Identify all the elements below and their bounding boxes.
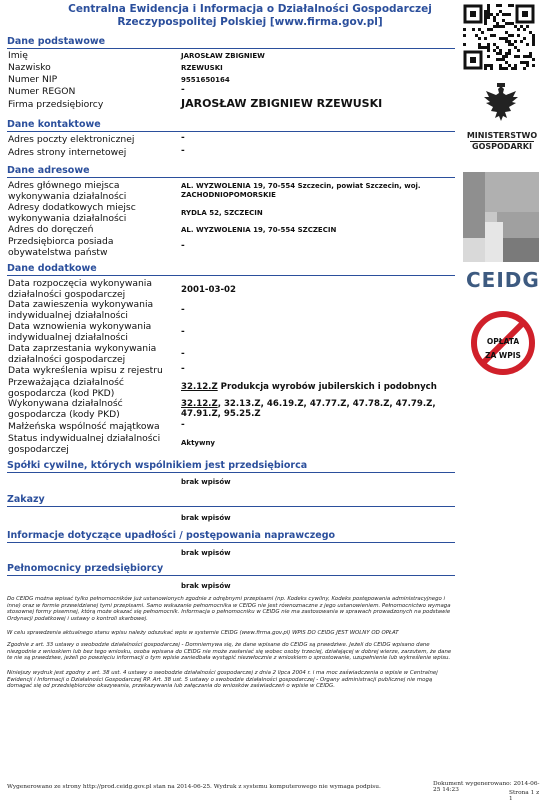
label-data-zaprzestania: Data zaprzestania wykonywania działalności gospodarczej: [8, 343, 157, 365]
value-nazwisko: RZEWUSKI: [181, 64, 223, 72]
label-www: Adres strony internetowej: [8, 147, 127, 158]
pkd-description: Produkcja wyrobów jubilerskich i podobnych: [217, 382, 437, 392]
stamp-line-1: OPŁATA: [486, 337, 520, 346]
value-www: -: [181, 146, 185, 156]
section-zakazy: Zakazy: [7, 494, 455, 507]
ministry-logo: [466, 131, 538, 151]
no-entries-pelnomocnicy: brak wpisów: [181, 582, 231, 590]
stamp-text: [470, 335, 536, 363]
pkd-codes-rest: , 32.13.Z, 46.19.Z, 47.77.Z, 47.78.Z, 47.79.Z, 47.91.Z, 95.25.Z: [181, 399, 436, 419]
section-dane-adresowe: Dane adresowe: [7, 165, 455, 178]
value-firma: JAROSŁAW ZBIGNIEW RZEWUSKI: [181, 97, 383, 110]
section-spolki-cywilne: Spółki cywilne, których wspólnikiem jest przedsiębiorca: [7, 460, 455, 473]
ceidg-logo-text: CEIDG: [466, 268, 540, 292]
value-obywatelstwo: -: [181, 241, 185, 251]
label-adres-glowny: Adres głównego miejsca wykonywania działalności: [8, 180, 127, 202]
value-data-rozpoczecia: 2001-03-02: [181, 285, 236, 295]
polish-eagle-emblem-icon: [478, 82, 524, 128]
section-dane-kontaktowe: Dane kontaktowe: [7, 119, 455, 132]
no-entries-zakazy: brak wpisów: [181, 514, 231, 522]
label-obywatelstwo: Przedsiębiorca posiada obywatelstwa państw: [8, 236, 114, 258]
section-upadlosc: Informacje dotyczące upadłości / postępowania naprawczego: [7, 530, 455, 543]
document-header: [40, 3, 460, 29]
label-nip: Numer NIP: [8, 74, 58, 85]
section-dane-dodatkowe: Dane dodatkowe: [7, 263, 455, 276]
value-regon: -: [181, 85, 185, 95]
value-wykonywana-pkd: [181, 399, 451, 419]
section-dane-podstawowe: Dane podstawowe: [7, 36, 455, 49]
section-pelnomocnicy: Pełnomocnicy przedsiębiorcy: [7, 563, 455, 576]
footer-page-number: Strona 1 z 1: [509, 790, 540, 802]
note-pelnomocnicy: Do CEIDG można wpisać tylko pełnomocników już ustanowionych zgodnie z odrębnymi przepisami (np. Kodeks cywilny, Kodeks postępowania administracyjnego i inne) oraz w formie przewidzianej tymi przepisami. Samo wskazanie pełnomocnika w CEIDG nie jest równoznaczne z jego ustanowieniem. Pełnomocnictwo wymaga stosownej formy pisemnej, którą może okazać się pełnomocnik. Informacja o pełnomocniku w CEIDG nie ma zastosowania w sprawach prowadzonych na podstawie Ordynacji podatkowej i ustawy o kontroli skarbowej.: [7, 596, 451, 622]
note-art-33: Zgodnie z art. 33 ustawy o swobodzie działalności gospodarczej - Domniemywa się, że dane wpisane do CEIDG są prawdziwe. Jeżeli do CEIDG wpisano dane niezgodnie z wnioskiem lub bez tego wniosku, osoba wpisana do CEIDG nie może zasłaniać się wobec osoby trzeciej, działającej w dobrej wierze, zarzutem, że dane te nie są prawdziwe, jeżeli po powzięciu informacji o tym wpisie zaniedbała wystąpić niezwłocznie z wnioskiem o sprostowanie, uzupełnienie lub wykreślenie wpisu.: [7, 642, 452, 662]
value-data-zawieszenia: -: [181, 305, 185, 315]
header-line-2: Rzeczypospolitej Polskiej [www.firma.gov.pl]: [117, 16, 383, 28]
label-wykonywana-pkd: Wykonywana działalność gospodarcza (kody PKD): [8, 398, 123, 420]
value-przewazajaca-pkd: [181, 382, 451, 392]
value-data-zaprzestania: -: [181, 349, 185, 359]
label-status: Status indywidualnej działalności gospodarczej: [8, 433, 161, 455]
pkd-code-link[interactable]: 32.12.Z: [181, 399, 218, 409]
value-adres-doreczen: AL. WYZWOLENIA 19, 70-554 SZCZECIN: [181, 226, 337, 234]
value-data-wznowienia: -: [181, 327, 185, 337]
header-line-1: Centralna Ewidencja i Informacja o Działalności Gospodarczej: [68, 3, 432, 15]
value-adres-glowny: AL. WYZWOLENIA 19, 70-554 Szczecin, powiat Szczecin, woj. ZACHODNIOPOMORSKIE: [181, 182, 421, 199]
pkd-code-link[interactable]: 32.12.Z: [181, 382, 218, 392]
note-sprawdzenie: W celu sprawdzenia aktualnego stanu wpisu należy odszukać wpis w systemie CEIDG (www.firma.gov.pl) WPIS DO CEIDG JEST WOLNY OD OPŁAT: [7, 630, 399, 636]
label-imie: Imię: [8, 50, 28, 61]
value-adresy-dodatkowe: RYDLA 52, SZCZECIN: [181, 209, 263, 217]
label-regon: Numer REGON: [8, 86, 76, 97]
label-data-wykreslenia: Data wykreślenia wpisu z rejestru: [8, 365, 163, 376]
label-nazwisko: Nazwisko: [8, 62, 51, 73]
value-status: Aktywny: [181, 439, 215, 447]
footer-generated-from: Wygenerowano ze strony http://prod.ceidg.gov.pl stan na 2014-06-25. Wydruk z systemu komputerowego nie wymaga podpisu.: [7, 784, 381, 790]
label-firma: Firma przedsiębiorcy: [8, 99, 104, 110]
value-email: -: [181, 133, 185, 143]
ministry-line-2: GOSPODARKI: [472, 142, 532, 151]
label-adresy-dodatkowe: Adresy dodatkowych miejsc wykonywania działalności: [8, 202, 136, 224]
footer-generated-date: Dokument wygenerowano: 2014-06-25 14:23: [433, 781, 540, 793]
label-data-zawieszenia: Data zawieszenia wykonywania indywidualnej działalności: [8, 299, 154, 321]
note-art-38: Niniejszy wydruk jest zgodny z art. 38 ust. 4 ustawy o swobodzie działalności gospodarczej z dnia 2 lipca 2004 r. i ma moc zaświadczenia o wpisie w Centralnej Ewidencji i Informacji o Działalności Gospodarczej RP. Art. 38 ust. 5 ustawy o swobodzie działalności gospodarczej - Organy administracji publicznej nie mogą domagać się od przedsiębiorców okazywania, przekazywania lub załączania do wniosków zaświadczeń o wpisie w CEIDG.: [7, 670, 438, 690]
value-imie: JAROSŁAW ZBIGNIEW: [181, 52, 265, 60]
no-entries-spolki: brak wpisów: [181, 478, 231, 486]
qr-code-image: [463, 4, 535, 70]
value-data-wykreslenia: -: [181, 364, 185, 374]
no-entries-upadlosc: brak wpisów: [181, 549, 231, 557]
stamp-line-2: ZA WPIS: [485, 351, 521, 360]
label-malzenska: Małżeńska wspólność majątkowa: [8, 421, 160, 432]
label-email: Adres poczty elektronicznej: [8, 134, 135, 145]
value-malzenska: -: [181, 420, 185, 430]
ministry-line-1: MINISTERSTWO: [466, 131, 538, 140]
label-przewazajaca-pkd: Przeważająca działalność gospodarcza (kod PKD): [8, 377, 124, 399]
label-adres-doreczen: Adres do doręczeń: [8, 224, 94, 235]
label-data-rozpoczecia: Data rozpoczęcia wykonywania działalności gospodarczej: [8, 278, 152, 300]
label-data-wznowienia: Data wznowienia wykonywania indywidualnej działalności: [8, 321, 152, 343]
value-nip: 9551650164: [181, 76, 230, 84]
